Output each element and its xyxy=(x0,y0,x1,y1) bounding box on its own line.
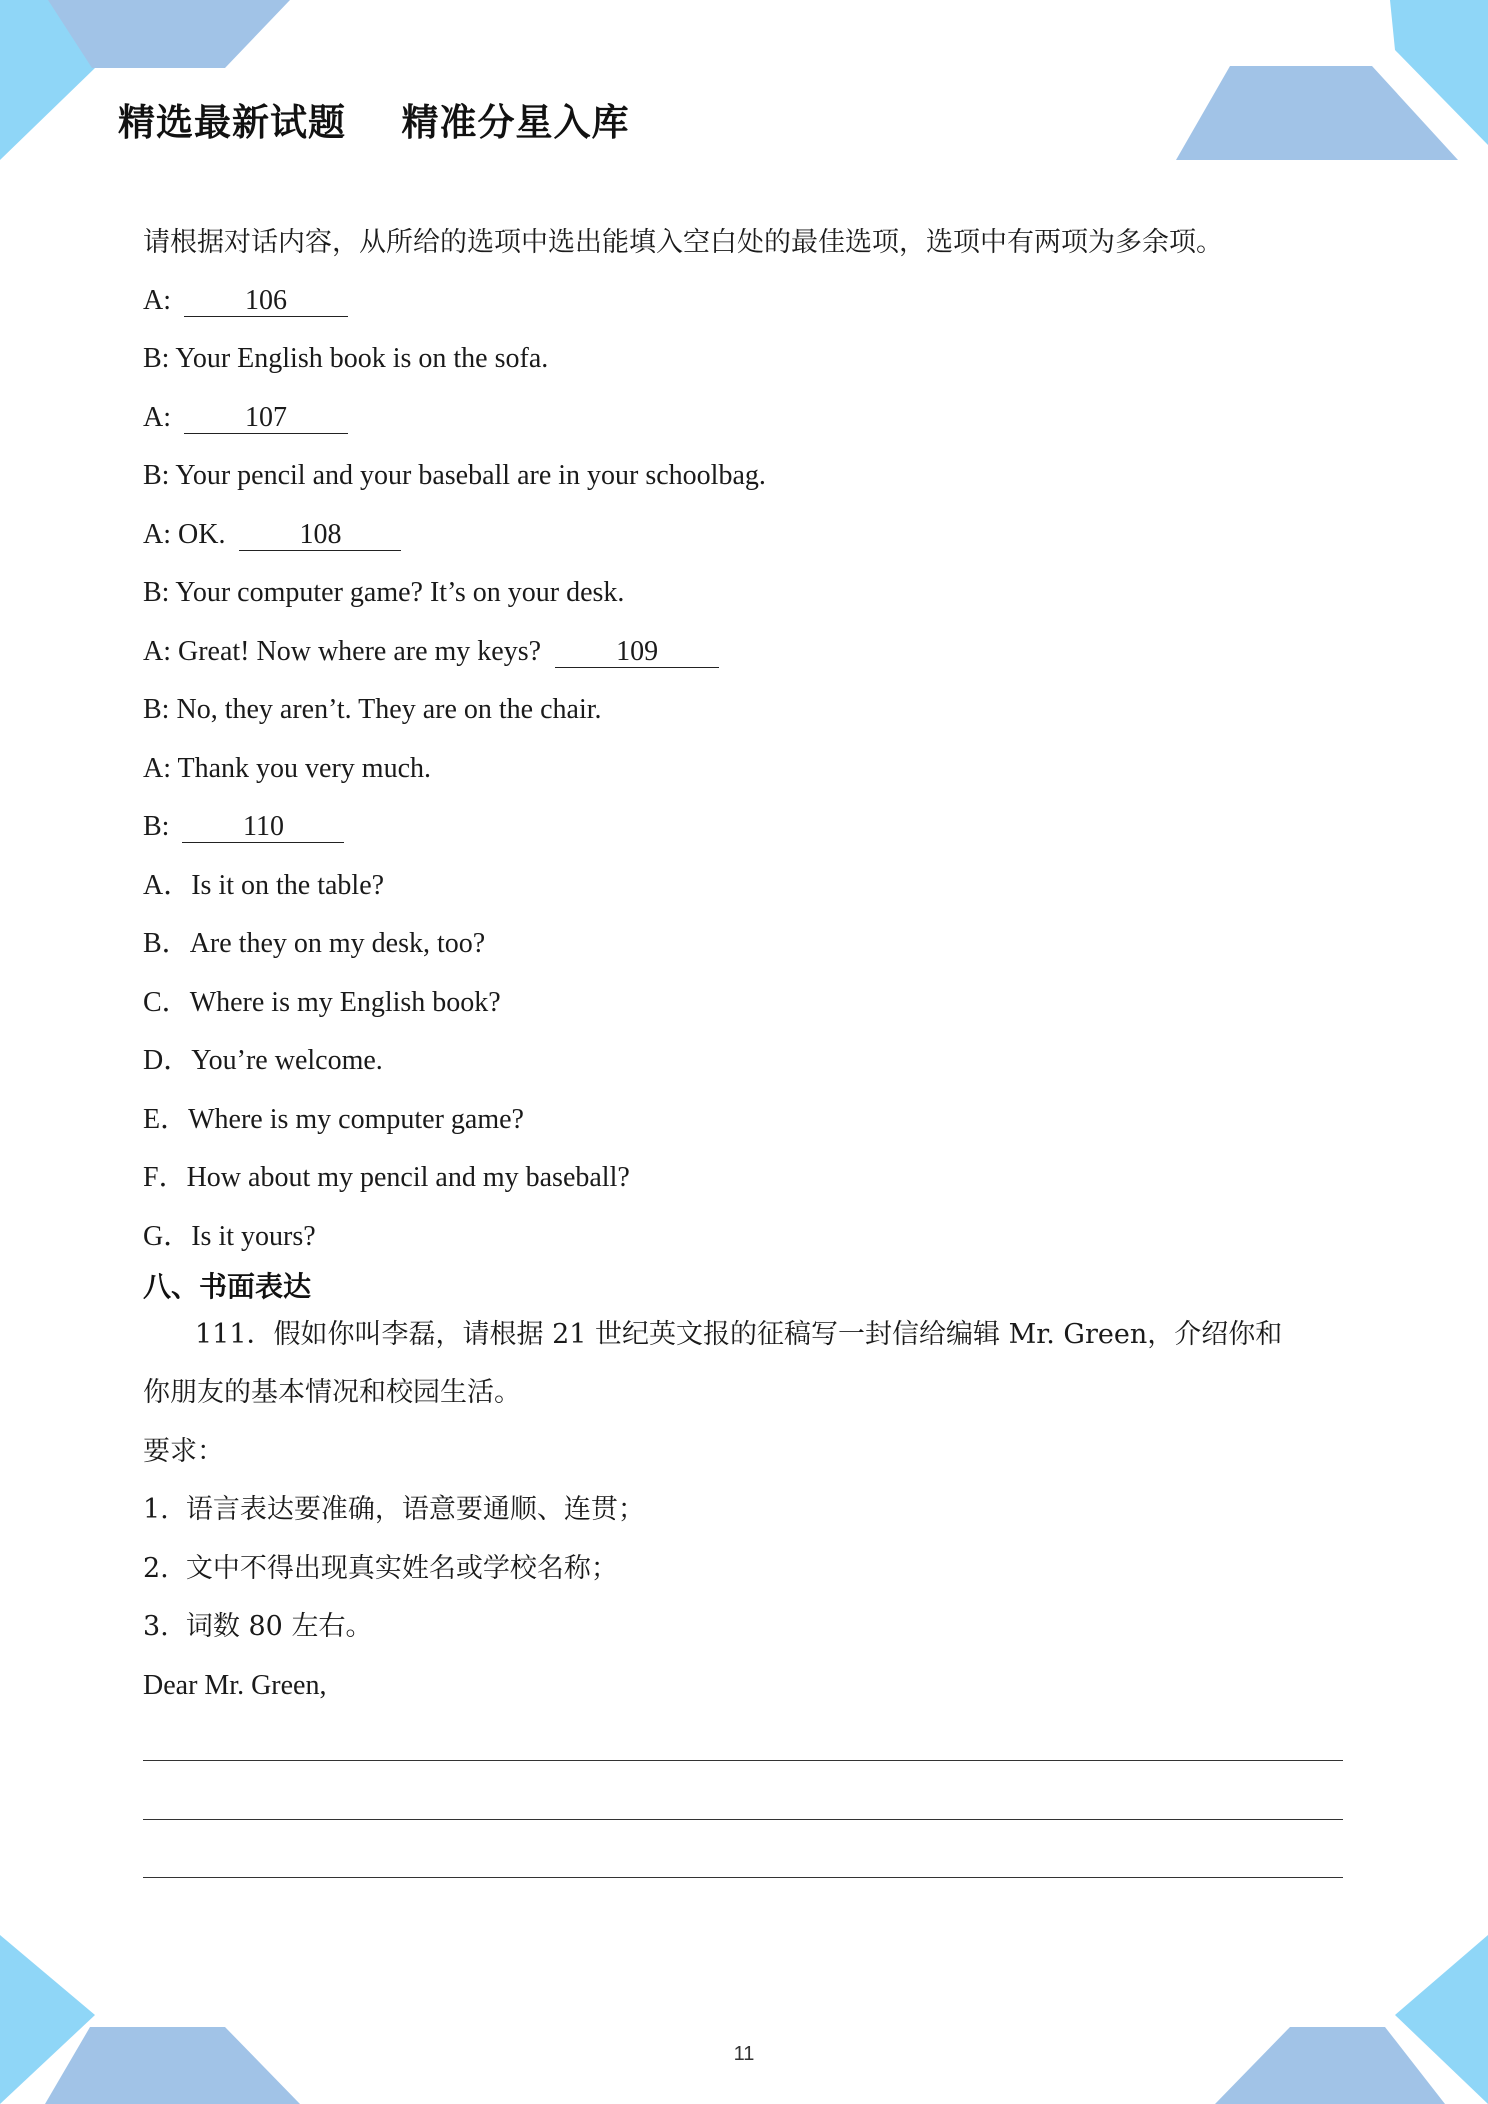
dialogue-line xyxy=(143,573,624,613)
answer-blank[interactable]: 107 xyxy=(184,403,348,434)
dialogue-line xyxy=(143,632,719,672)
option-item xyxy=(143,1100,524,1140)
answer-writing-line[interactable] xyxy=(143,1760,1343,1761)
option-letter: B． xyxy=(143,928,190,959)
dialogue-text: Your English book is on the sofa. xyxy=(175,343,549,374)
speaker-label: B: xyxy=(143,343,176,374)
speaker-label: B: xyxy=(143,460,176,491)
option-text: Where is my computer game? xyxy=(188,1104,524,1135)
dialogue-line xyxy=(143,807,344,847)
requirements-label: 要求： xyxy=(143,1436,224,1467)
writing-prompt: 111．假如你叫李磊，请根据 21 世纪英文报的征稿写一封信给编辑 Mr. Green，介绍你和 xyxy=(195,1319,1283,1350)
option-text: You’re welcome. xyxy=(191,1045,383,1076)
dialogue-text: OK. xyxy=(178,519,240,550)
dialogue-text: Great! Now where are my keys? xyxy=(178,636,556,667)
header-title: 精选最新试题 精准分星入库 xyxy=(118,101,630,144)
option-letter: C． xyxy=(143,987,190,1018)
answer-writing-line[interactable] xyxy=(143,1819,1343,1820)
option-item xyxy=(143,924,485,964)
dialogue-text: Your computer game? It’s on your desk. xyxy=(175,577,625,608)
dialogue-line xyxy=(143,398,348,438)
speaker-label: B: xyxy=(143,694,177,725)
writing-prompt-continued: 你朋友的基本情况和校园生活。 xyxy=(143,1377,521,1408)
option-item xyxy=(143,983,501,1023)
option-letter: D． xyxy=(143,1045,192,1076)
option-text: Is it yours? xyxy=(191,1221,316,1252)
speaker-label: A: xyxy=(143,753,178,784)
dialogue-line xyxy=(143,690,602,730)
dialogue-line xyxy=(143,749,431,789)
dialogue-line xyxy=(143,515,401,555)
option-item xyxy=(143,1217,316,1257)
dialogue-line xyxy=(143,456,766,496)
dialogue-text: Your pencil and your baseball are in your schoolbag. xyxy=(175,460,766,491)
answer-blank[interactable]: 108 xyxy=(239,520,401,551)
answer-blank[interactable]: 106 xyxy=(184,286,348,317)
dialogue-text: Thank you very much. xyxy=(177,753,431,784)
letter-salutation: Dear Mr. Green, xyxy=(143,1670,327,1701)
dialogue-line xyxy=(143,339,548,379)
requirement-item: 2. 文中不得出现真实姓名或学校名称； xyxy=(143,1553,618,1584)
dialogue-line xyxy=(143,281,348,321)
speaker-label: A: xyxy=(143,285,178,316)
option-letter: E． xyxy=(143,1104,189,1135)
answer-writing-line[interactable] xyxy=(143,1877,1343,1878)
option-letter: A． xyxy=(143,870,192,901)
option-text: Where is my English book? xyxy=(189,987,501,1018)
speaker-label: B: xyxy=(143,577,176,608)
option-item xyxy=(143,1041,383,1081)
section-title: 八、书面表达 xyxy=(143,1270,312,1303)
option-text: Are they on my desk, too? xyxy=(189,928,486,959)
option-letter: G． xyxy=(143,1221,192,1252)
speaker-label: A: xyxy=(143,636,178,667)
option-item xyxy=(143,866,384,906)
option-letter: F． xyxy=(143,1162,187,1193)
speaker-label: A: xyxy=(143,402,178,433)
speaker-label: B: xyxy=(143,811,177,842)
option-text: Is it on the table? xyxy=(191,870,385,901)
speaker-label: A: xyxy=(143,519,178,550)
answer-blank[interactable]: 110 xyxy=(182,812,344,843)
option-item xyxy=(143,1158,630,1198)
requirement-item: 1. 语言表达要准确，语意要通顺、连贯； xyxy=(143,1494,645,1525)
page-number: 11 xyxy=(733,2043,755,2065)
dialogue-text: No, they aren’t. They are on the chair. xyxy=(176,694,602,725)
option-text: How about my pencil and my baseball? xyxy=(186,1162,630,1193)
answer-blank[interactable]: 109 xyxy=(555,637,719,668)
instruction-text: 请根据对话内容，从所给的选项中选出能填入空白处的最佳选项，选项中有两项为多余项。 xyxy=(143,227,1223,258)
requirement-item: 3. 词数 80 左右。 xyxy=(143,1611,373,1642)
